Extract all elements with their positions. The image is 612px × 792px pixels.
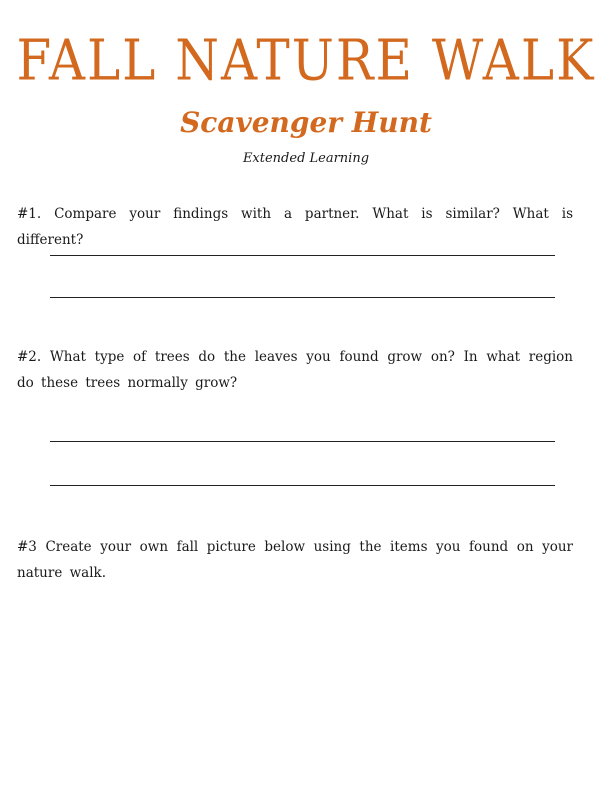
extended-learning-label: Extended Learning — [242, 151, 370, 166]
answer-line-1[interactable] — [50, 255, 555, 256]
worksheet-title: FALL NATURE WALK — [16, 28, 596, 93]
answer-line-2[interactable] — [50, 297, 555, 298]
answer-line-4[interactable] — [50, 485, 555, 486]
worksheet-subtitle: Scavenger Hunt — [180, 106, 432, 139]
question-2: #2. What type of trees do the leaves you found grow on? In what region do these trees normally grow? — [17, 349, 573, 391]
question-1: #1. Compare your findings with a partner. What is similar? What is different? — [17, 206, 573, 248]
answer-line-3[interactable] — [50, 441, 555, 442]
question-3: #3 Create your own fall picture below using the items you found on your nature walk. — [17, 539, 573, 581]
